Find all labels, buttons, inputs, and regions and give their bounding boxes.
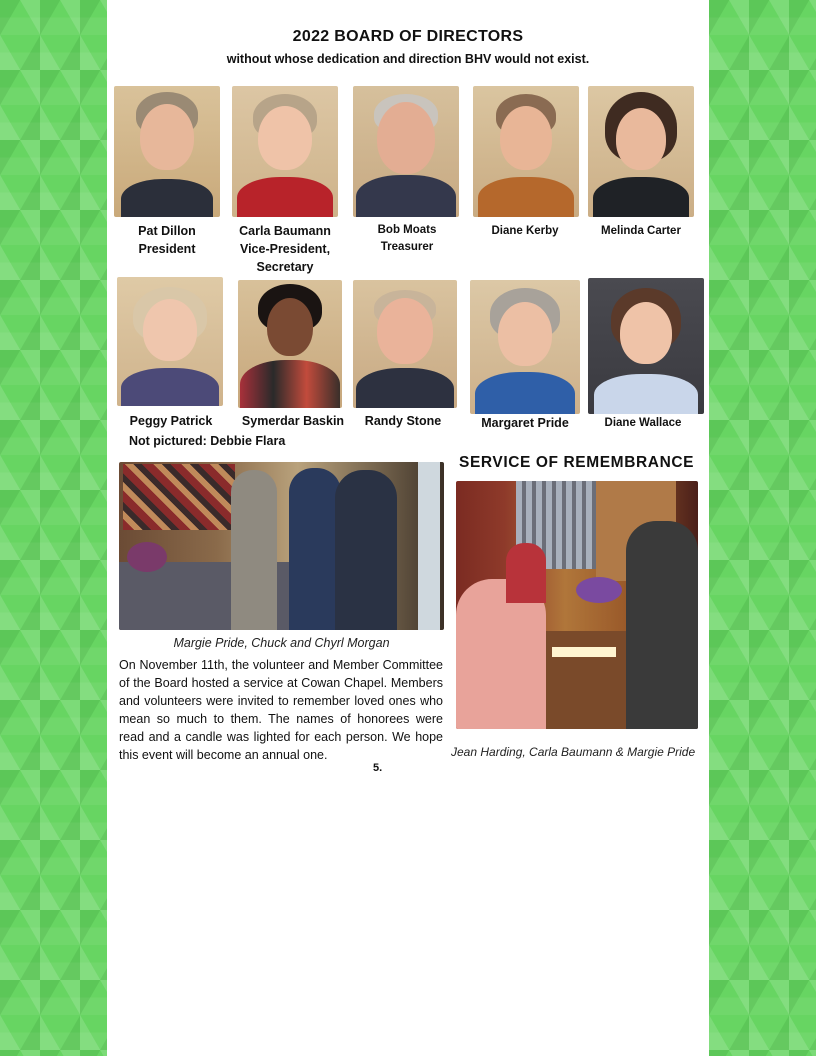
portrait-peggy-patrick [117,277,223,406]
event-photo-caption: Margie Pride, Chuck and Chyrl Morgan [173,636,390,650]
portrait-symerdar-baskin [238,280,342,408]
newsletter-page [107,0,709,1056]
left-pattern-border [0,0,107,1056]
board-member-name: Randy Stone [364,414,442,428]
board-name [347,222,467,256]
board-name [583,414,703,432]
board-name [111,412,231,430]
board-name [107,222,227,258]
board-name [465,414,585,432]
board-member-name: Diane Wallace [604,417,682,429]
portrait-melinda-carter [588,86,694,217]
event-paragraph: On November 11th, the volunteer and Member Committee of the Board hosted a service at Cowan Chapel. Members and volunteers were invited to remember loved ones who mean so much to them. The names of honorees were read and a candle was lighted for each person. We hope this event will become an annual one. [119,658,443,762]
board-name [222,222,348,276]
board-name [581,222,701,240]
board-member-name: Symerdar Baskin [241,414,345,428]
page-number: 5. [373,762,383,774]
portrait-diane-kerby [473,86,579,217]
board-name [229,412,357,430]
section-title: SERVICE OF REMEMBRANCE [459,454,695,471]
board-member-name: Pat Dillon [138,224,196,238]
board-member-role: Treasurer [380,241,434,253]
board-member-name: Peggy Patrick [129,414,213,428]
board-member-name: Melinda Carter [601,225,681,237]
page-subtitle: without whose dedication and direction BHV would not exist. [226,52,590,66]
board-member-role: Secretary [256,260,314,274]
board-member-name: Bob Moats [377,224,437,236]
portrait-randy-stone [353,280,457,408]
remembrance-photo-caption: Jean Harding, Carla Baumann & Margie Pride [451,745,696,759]
board-name [465,222,585,240]
right-pattern-border [709,0,816,1056]
board-member-name: Diane Kerby [491,225,559,237]
remembrance-photo [456,481,698,729]
board-member-role: President [138,242,196,256]
not-pictured-note: Not pictured: Debbie Flara [129,434,286,448]
portrait-diane-wallace [588,278,704,414]
board-name [343,412,463,430]
board-member-name: Margaret Pride [481,416,569,430]
board-member-name: Carla Baumann [239,224,331,238]
portrait-carla-baumann [232,86,338,217]
portrait-bob-moats [353,86,459,217]
portrait-margaret-pride [470,280,580,414]
event-photo [119,462,444,630]
board-member-role: Vice-President, [239,242,331,256]
page-title: 2022 BOARD OF DIRECTORS [292,28,524,45]
portrait-pat-dillon [114,86,220,217]
